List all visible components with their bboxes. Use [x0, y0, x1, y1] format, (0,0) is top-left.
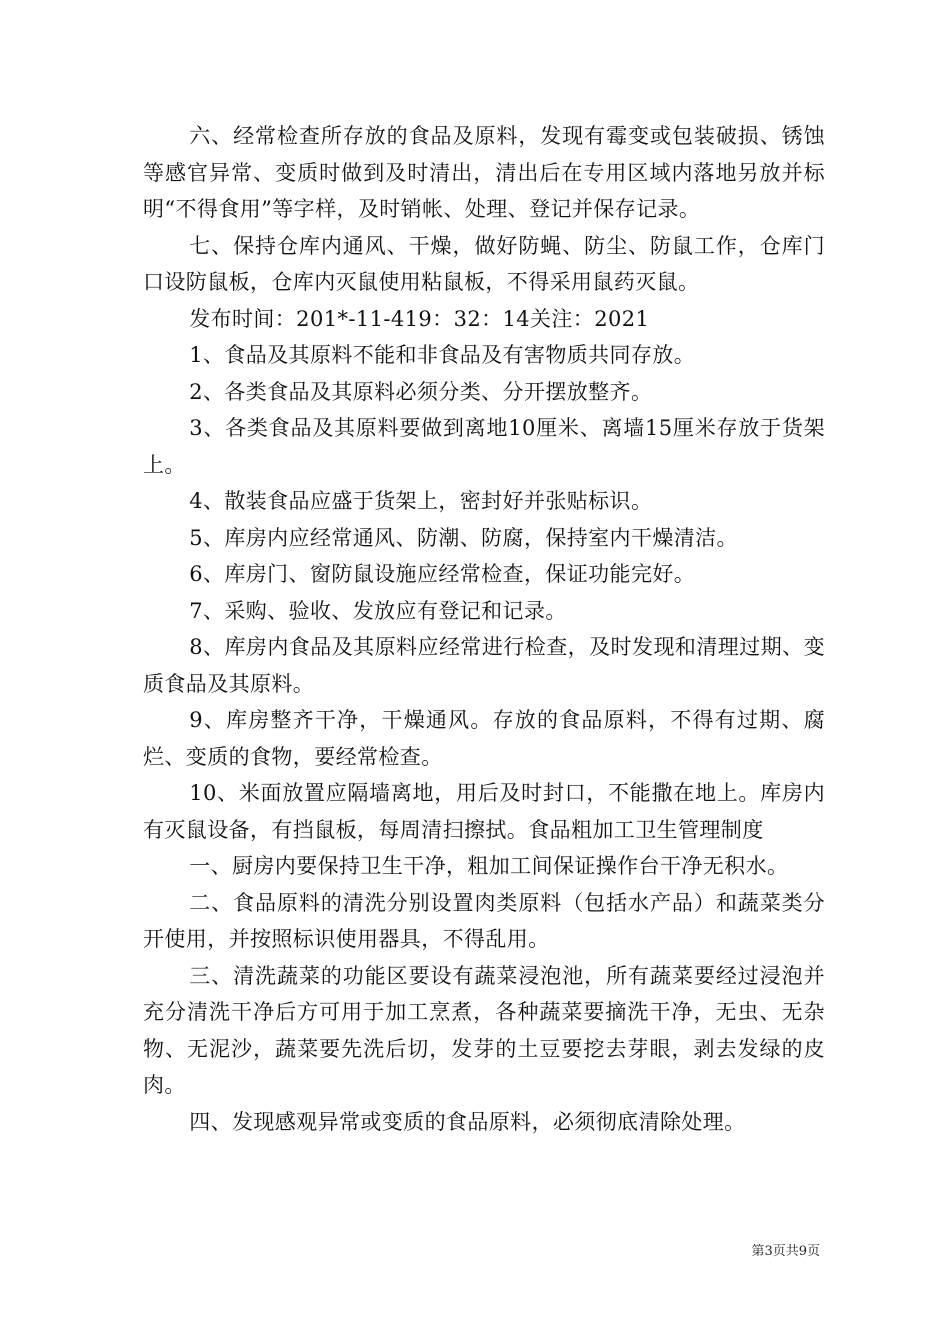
rule-item-2: 2、各类食品及其原料必须分类、分开摆放整齐。	[189, 379, 653, 404]
processing-rule-3: 三、清洗蔬菜的功能区要设有蔬菜浸泡池，所有蔬菜要经过浸泡并充分清洗干净后方可用于加工烹煮，各种蔬菜要摘洗干净，无虫、无杂物、无泥沙，蔬菜要先洗后切，发芽的土豆要挖去芽眼，剥去发绿的皮肉。	[143, 963, 825, 1097]
paragraph-item-6: 六、经常检查所存放的食品及原料，发现有霉变或包装破损、锈蚀等感官异常、变质时做到及时清出，清出后在专用区域内落地另放并标明“不得食用”等字样，及时销帐、处理、登记并保存记录。	[143, 124, 825, 221]
rule-item-4: 4、散装食品应盛于货架上，密封好并张贴标识。	[189, 489, 653, 513]
processing-rule-4: 四、发现感观异常或变质的食品原料，必须彻底清除处理。	[189, 1109, 746, 1134]
rule-item-5: 5、库房内应经常通风、防潮、防腐，保持室内干燥清洁。	[189, 525, 738, 550]
paragraph-item-7: 七、保持仓库内通风、干燥，做好防蝇、防尘、防鼠工作，仓库门口设防鼠板，仓库内灭鼠使用粘鼠板，不得采用鼠药灭鼠。	[143, 233, 825, 294]
processing-rule-1: 一、厨房内要保持卫生干净，粗加工间保证操作台干净无积水。	[189, 854, 789, 878]
rule-item-6: 6、库房门、窗防鼠设施应经常检查，保证功能完好。	[189, 562, 696, 586]
publish-info-line: 发布时间：201*-11-419：32：14关注：2021	[189, 306, 650, 331]
rule-item-10: 10、米面放置应隔墙离地，用后及时封口，不能撒在地上。库房内有灭鼠设备，有挡鼠板，每周清扫擦拭。食品粗加工卫生管理制度	[143, 781, 825, 842]
rule-item-1: 1、食品及其原料不能和非食品及有害物质共同存放。	[189, 343, 696, 367]
rule-item-7: 7、采购、验收、发放应有登记和记录。	[189, 598, 567, 623]
rule-item-8: 8、库房内食品及其原料应经常进行检查，及时发现和清理过期、变质食品及其原料。	[143, 635, 825, 696]
rule-item-3: 3、各类食品及其原料要做到离地10厘米、离墙15厘米存放于货架上。	[143, 416, 825, 477]
processing-rule-2: 二、食品原料的清洗分别设置肉类原料（包括水产品）和蔬菜类分开使用，并按照标识使用器具，不得乱用。	[143, 890, 825, 951]
document-body	[143, 118, 825, 1140]
page-number: 第3页共9页	[751, 1244, 820, 1259]
rule-item-9: 9、库房整齐干净，干燥通风。存放的食品原料，不得有过期、腐烂、变质的食物，要经常检查。	[143, 708, 825, 769]
